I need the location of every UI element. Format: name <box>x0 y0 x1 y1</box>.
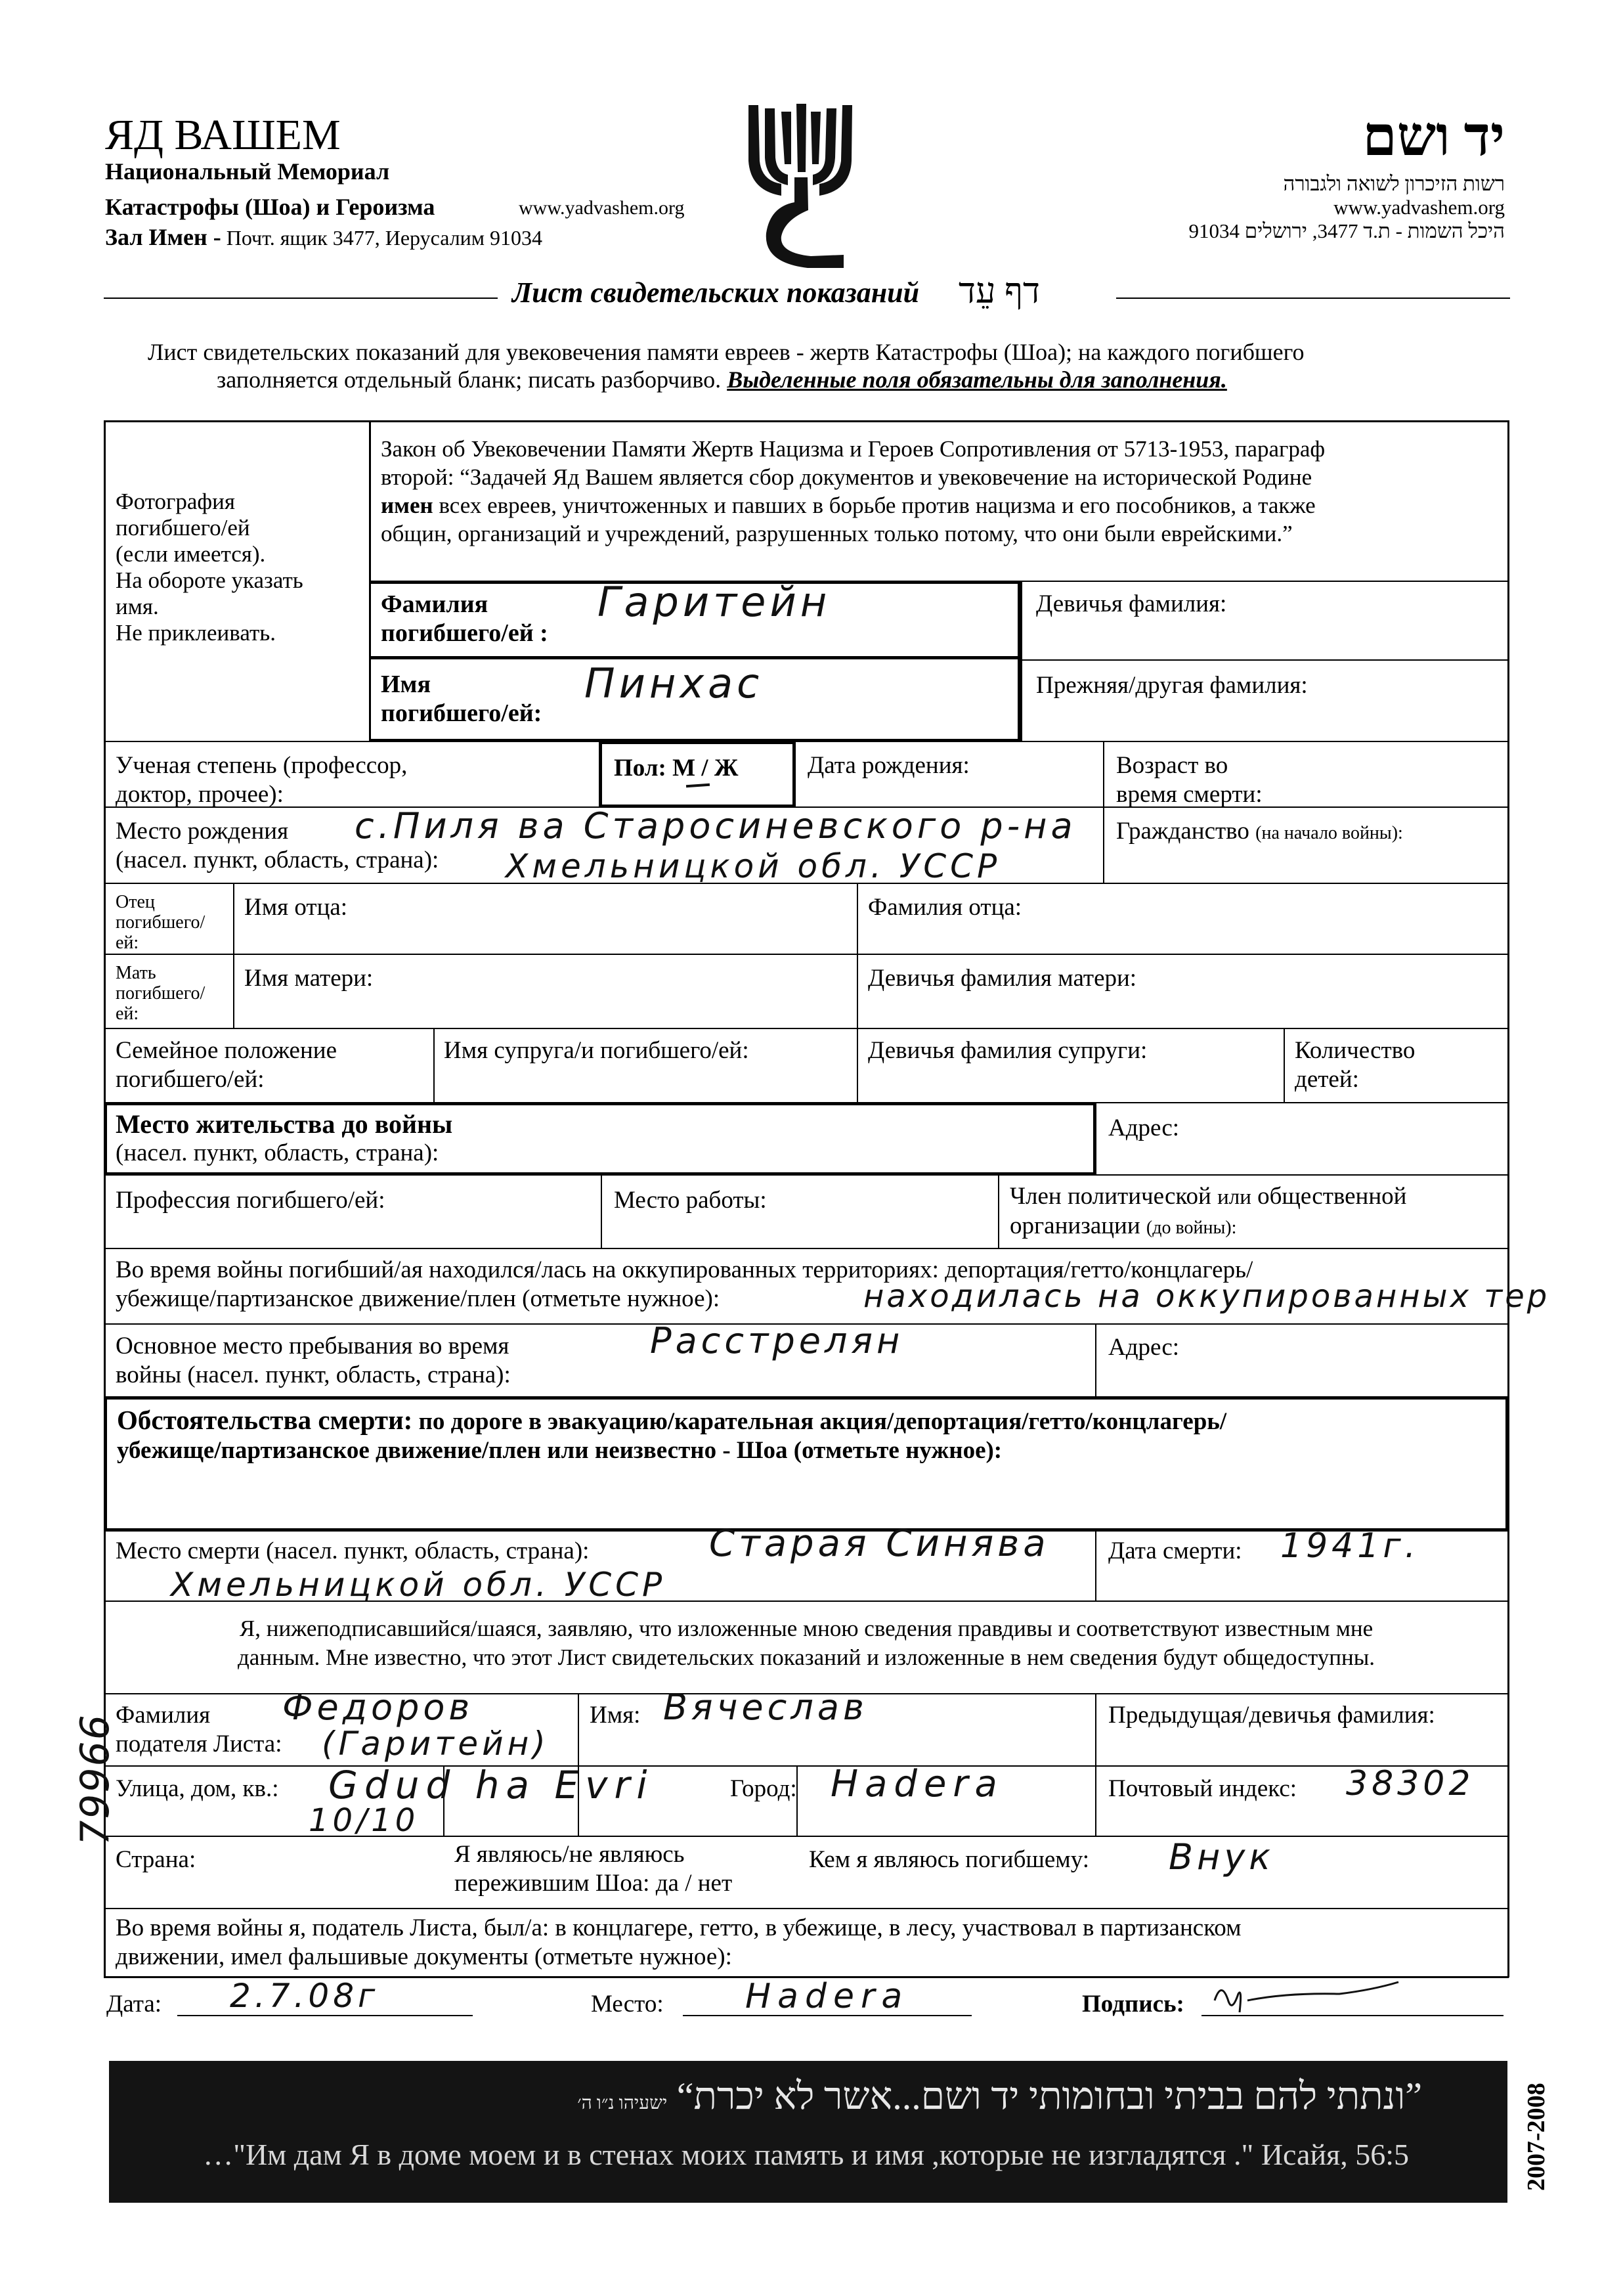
first-name-value[interactable]: Пинхас <box>584 659 764 707</box>
mother-maiden-label: Девичья фамилия матери: <box>868 965 1137 992</box>
postal-value[interactable]: 38302 <box>1346 1764 1475 1803</box>
residence-address-label: Адрес: <box>1108 1115 1180 1141</box>
first-name-label: Имя погибшего/ей: <box>381 671 542 727</box>
gender-label: Пол: <box>614 755 666 782</box>
submitter-name-value[interactable]: Вячеслав <box>663 1687 868 1728</box>
main-place-label: Основное место пребывания во время войны (насел. пункт, область, страна): <box>116 1333 511 1388</box>
father-name-label: Имя отца: <box>244 894 348 921</box>
title-rule-right <box>1116 298 1510 299</box>
wartime-label: Во время войны погибший/ая находился/лась на оккупированных территориях: депортация/гетто/концлагерь/ убежище/партизанское движение/плен (отметьте нужное): <box>116 1256 1253 1312</box>
footer-quote-ru: …"Им дам Я в доме моем и в стенах моих память и имя ,которые не изгладятся ." Исайя, 56:5 <box>203 2138 1409 2171</box>
death-place-value-1[interactable]: Старая Синява <box>709 1522 1050 1565</box>
form-title-ru: Лист свидетельских показаний <box>512 276 920 309</box>
residence-label: Место жительства до войны (насел. пункт, область, страна): <box>116 1109 453 1166</box>
org-subtitle-he: רשות הזיכרון לשואה ולגבורה <box>1283 172 1505 195</box>
surname-label: Фамилия погибшего/ей : <box>381 590 548 647</box>
birthplace-label: Место рождения (насел. пункт, область, страна): <box>116 818 439 873</box>
father-side-label: Отец погибшего/ ей: <box>116 892 206 953</box>
profession-label: Профессия погибшего/ей: <box>116 1187 385 1214</box>
birthplace-value-1[interactable]: с.Пиля ва Старосиневского р-на <box>355 805 1077 847</box>
city-value[interactable]: Hadera <box>831 1763 1004 1805</box>
hall-of-names-address: Почт. ящик 3477, Иерусалим 91034 <box>226 226 543 250</box>
citizenship-label: Гражданство (на начало войны): <box>1116 818 1403 845</box>
father-surname-label: Фамилия отца: <box>868 894 1022 921</box>
required-note: Выделенные поля обязательны для заполнения. <box>727 366 1227 393</box>
website-right: www.yadvashem.org <box>1333 196 1505 219</box>
declaration: Я, нижеподписавшийся/шаяся, заявляю, что изложенные мною сведения правдивы и соответствуют известным мне данным. Мне известно, что этот Лист свидетельских показаний и изложенные в нем сведения будут общедоступны. <box>238 1616 1375 1670</box>
submitter-prev-label: Предыдущая/девичья фамилия: <box>1108 1702 1435 1729</box>
margin-number: 79966 <box>72 1713 118 1845</box>
mother-side-label: Мать погибшего/ ей: <box>116 963 206 1024</box>
workplace-label: Место работы: <box>614 1187 767 1214</box>
title-rule-left <box>104 298 498 299</box>
degree-label: Ученая степень (профессор, доктор, прочее): <box>116 752 408 808</box>
survivor-label: Я являюсь/не являюсь пережившим Шоа: да / нет <box>454 1841 733 1897</box>
relation-value[interactable]: Внук <box>1169 1836 1274 1878</box>
gender-field[interactable] <box>614 754 738 783</box>
spouse-maiden-label: Девичья фамилия супруги: <box>868 1037 1148 1064</box>
frame-top <box>104 420 1509 422</box>
footer-banner <box>109 2061 1507 2203</box>
submitter-name-label: Имя: <box>590 1702 641 1729</box>
death-date-value[interactable]: 1941г. <box>1280 1526 1420 1566</box>
mother-name-label: Имя матери: <box>244 965 374 992</box>
age-label: Возраст во время смерти: <box>1116 752 1263 808</box>
frame-right <box>1507 420 1509 1977</box>
photo-instructions: Фотография погибшего/ей (если имеется). На обороте указать имя. Не приклеивать. <box>116 489 303 646</box>
place-label: Место: <box>591 1991 664 2018</box>
surname-value[interactable]: Гаритейн <box>597 578 831 626</box>
submitter-war-label: Во время войны я, податель Листа, был/а: в концлагере, гетто, в убежище, в лесу, участвовал в партизанском движении, имел фальшивые документы (отметьте нужное): <box>116 1914 1242 1970</box>
main-place-value[interactable]: Расстрелян <box>650 1320 904 1361</box>
prev-surname-label: Прежняя/другая фамилия: <box>1036 672 1308 699</box>
intro-line-2-text: заполняется отдельный бланк; писать разборчиво. <box>217 366 722 393</box>
submitter-surname-label: Фамилия подателя Листа: <box>116 1702 282 1757</box>
children-label: Количество детей: <box>1295 1037 1416 1093</box>
birthplace-value-2[interactable]: Хмельницкой обл. УССР <box>506 847 1001 885</box>
death-place-label: Место смерти (насел. пункт, область, страна): <box>116 1537 590 1564</box>
spouse-name-label: Имя супруга/и погибшего/ей: <box>444 1037 749 1064</box>
marital-label: Семейное положение погибшего/ей: <box>116 1037 337 1093</box>
maiden-name-label: Девичья фамилия: <box>1036 590 1227 617</box>
submitter-surname-value-2[interactable]: (Гаритейн) <box>322 1725 550 1763</box>
wartime-value[interactable]: находилась на оккупированных тер <box>863 1278 1550 1315</box>
submitter-surname-value-1[interactable]: Федоров <box>282 1687 474 1728</box>
postal-label: Почтовый индекс: <box>1108 1775 1297 1802</box>
form-title-he: דף עֵד <box>959 271 1040 311</box>
circumstances-label: Обстоятельства смерти: по дороге в эвакуацию/карательная акция/депортация/гетто/концлагерь/ убежище/партизанское движение/плен или неизвестно - Шоа (отметьте нужное): <box>117 1405 1227 1464</box>
dob-label: Дата рождения: <box>808 752 970 779</box>
org-title-he: יד ושם <box>1362 106 1505 167</box>
intro-line-2 <box>217 366 1227 393</box>
street-value-2[interactable]: 10/10 <box>309 1802 420 1839</box>
website-left: www.yadvashem.org <box>519 197 685 219</box>
street-label: Улица, дом, кв.: <box>116 1775 279 1802</box>
death-place-value-2[interactable]: Хмельницкой обл. УССР <box>171 1566 666 1604</box>
date-value[interactable]: 2.7.08г <box>230 1977 379 2015</box>
signature-label: Подпись: <box>1082 1991 1184 2018</box>
country-label: Страна: <box>116 1846 196 1873</box>
hall-of-names-label: Зал Имен - <box>105 224 221 250</box>
org-subtitle-ru-1: Национальный Мемориал <box>105 158 390 185</box>
signature-mark <box>1208 1974 1405 2020</box>
gender-options[interactable]: М / Ж <box>672 755 739 782</box>
death-date-label: Дата смерти: <box>1108 1537 1242 1564</box>
main-place-address-label: Адрес: <box>1108 1334 1180 1361</box>
law-text: Закон об Увековечении Памяти Жертв Нацизма и Героев Сопротивления от 5713-1953, параграф второй: “Задачей Яд Вашем является сбор документов и увековечение на исторической Родине имен всех евреев, уничтоженных и павших в борьбе против нацизма и его пособников, а также общин, организаций и учреждений, разрушенных только потому, что они были еврейскими.” <box>381 436 1326 546</box>
intro-line-1: Лист свидетельских показаний для увековечения памяти евреев - жертв Катастрофы (Шоа); на каждого погибшего <box>148 339 1305 365</box>
address-he: היכל השמות - ת.ד 3477, ירושלים 91034 <box>1188 219 1505 242</box>
city-label: Город: <box>730 1775 797 1802</box>
hall-of-names <box>105 223 542 251</box>
street-value-1[interactable]: Gdud ha Evri <box>328 1763 654 1807</box>
date-label: Дата: <box>106 1991 162 2018</box>
org-title-ru: ЯД ВАШЕМ <box>105 111 341 159</box>
relation-label: Кем я являюсь погибшему: <box>809 1846 1090 1873</box>
menorah-logo <box>745 99 857 269</box>
side-year: 2007-2008 <box>1523 2083 1550 2191</box>
member-label: Член политической или общественной организации (до войны): <box>1010 1183 1407 1239</box>
place-value[interactable]: Hadera <box>745 1977 909 2016</box>
org-subtitle-ru-2: Катастрофы (Шоа) и Героизма <box>105 194 435 220</box>
footer-quote-he: ”ונתתי להם בביתי ובחומותי יד ושם...אשר לא יכרת“ ישעיהו נ״ו ה׳ <box>577 2075 1422 2117</box>
